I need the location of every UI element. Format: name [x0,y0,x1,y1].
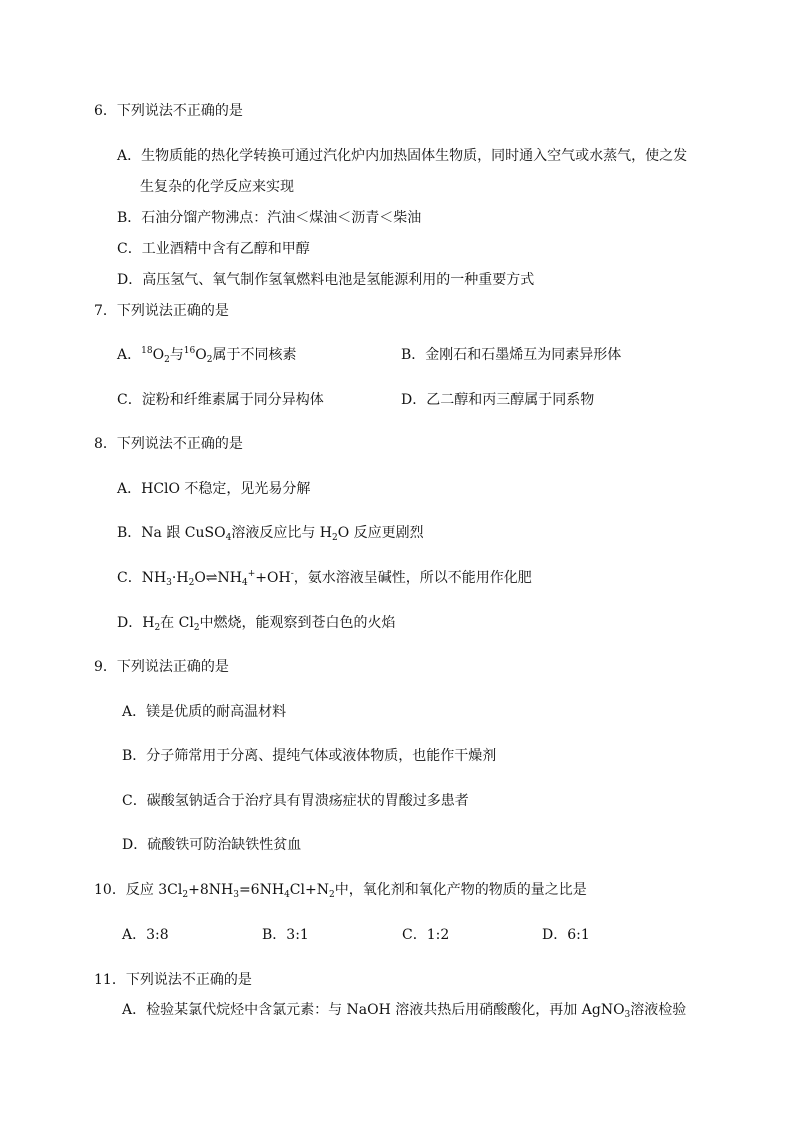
question-6-option-d: D．高压氢气、氧气制作氢氧燃料电池是氢能源利用的一种重要方式 [117,272,535,288]
formula-text: O [152,347,165,363]
formula-text: 10．反应 3Cl [94,882,183,898]
question-10-option-a: A．3:8 [122,927,169,943]
question-9-option-d: D．硫酸铁可防治缺铁性贫血 [122,837,302,853]
formula-text: 溶液反应比与 H [231,525,332,541]
charge: - [290,569,294,579]
formula-text: 在 Cl [160,615,194,631]
question-7-option-a [117,345,296,365]
mass-number: 16 [183,346,196,356]
question-8-stem: 8．下列说法不正确的是 [94,436,243,452]
question-11-stem: 11．下列说法不正确的是 [94,972,252,988]
formula-text: =6NH [238,882,285,898]
question-7-option-d: D．乙二醇和丙三醇属于同系物 [401,392,595,408]
formula-text: 与 [169,347,184,363]
question-6-option-b: B．石油分馏产物沸点：汽油＜煤油＜沥青＜柴油 [117,210,422,226]
question-8-option-d [117,613,396,633]
question-10-option-b: B．3:1 [262,927,309,943]
question-9-option-c: C．碳酸氢钠适合于治疗具有胃溃疡症状的胃酸过多患者 [122,793,469,809]
question-8-option-b [117,523,424,543]
subscript: 3 [166,578,172,588]
question-6-option-a: A．生物质能的热化学转换可通过汽化炉内加热固体生物质，同时通入空气或水蒸气，使之发 [117,148,688,164]
option-text: ，氨水溶液呈碱性，所以不能用作化肥 [293,570,532,586]
question-7-option-b: B．金刚石和石墨烯互为同素异形体 [401,347,622,363]
question-6-option-c: C．工业酒精中含有乙醇和甲醇 [117,241,310,257]
formula-text: ·H [171,570,189,586]
subscript: 2 [188,578,195,588]
formula-text: +OH [255,570,291,586]
formula-text: +8NH [188,882,234,898]
subscript: 2 [182,890,189,900]
option-text: O 反应更剧烈 [337,525,424,541]
option-text: 中燃烧，能观察到苍白色的火焰 [199,615,396,631]
subscript: 3 [624,1010,631,1020]
question-9-option-a: A．镁是优质的耐高温材料 [122,704,287,720]
charge: + [247,569,256,579]
question-8-option-c [117,568,532,588]
mass-number: 18 [141,346,153,356]
formula-text: O⇌NH [194,570,242,586]
question-11-option-a [122,1000,686,1020]
question-7-option-c: C．淀粉和纤维素属于同分异构体 [117,392,324,408]
formula-text: B．Na 跟 CuSO [117,525,226,541]
option-text: 属于不同核素 [212,347,297,363]
subscript: 2 [328,890,335,900]
option-text: 溶液检验 [630,1002,687,1018]
question-6-option-a-continued: 生复杂的化学反应来实现 [140,179,294,195]
subscript: 2 [154,623,161,633]
question-10-option-d: D．6:1 [542,927,590,943]
question-9-option-b: B．分子筛常用于分离、提纯气体或液体物质，也能作干燥剂 [122,748,497,764]
subscript: 2 [193,623,200,633]
question-9-stem: 9．下列说法正确的是 [94,659,229,675]
formula-text: Cl+N [289,882,329,898]
question-10-option-c: C．1:2 [402,927,450,943]
subscript: 4 [241,578,248,588]
subscript: 2 [332,533,338,543]
subscript: 2 [206,355,213,365]
question-10-stem [94,880,587,900]
stem-text: 中，氧化剂和氧化产物的物质的量之比是 [334,882,587,898]
formula-text: D．H [117,615,155,631]
subscript: 3 [233,890,239,900]
subscript: 2 [164,355,170,365]
option-label: A． [117,347,142,363]
question-6-stem: 6．下列说法不正确的是 [94,103,243,119]
subscript: 4 [284,890,290,900]
question-8-option-a: A．HClO 不稳定，见光易分解 [117,481,311,497]
formula-text: O [195,347,207,363]
question-7-stem: 7．下列说法正确的是 [94,303,229,319]
subscript: 4 [225,533,232,543]
option-text: A．检验某氯代烷烃中含氯元素：与 NaOH 溶液共热后用硝酸酸化，再加 AgNO [122,1002,625,1018]
formula-text: C．NH [117,570,167,586]
